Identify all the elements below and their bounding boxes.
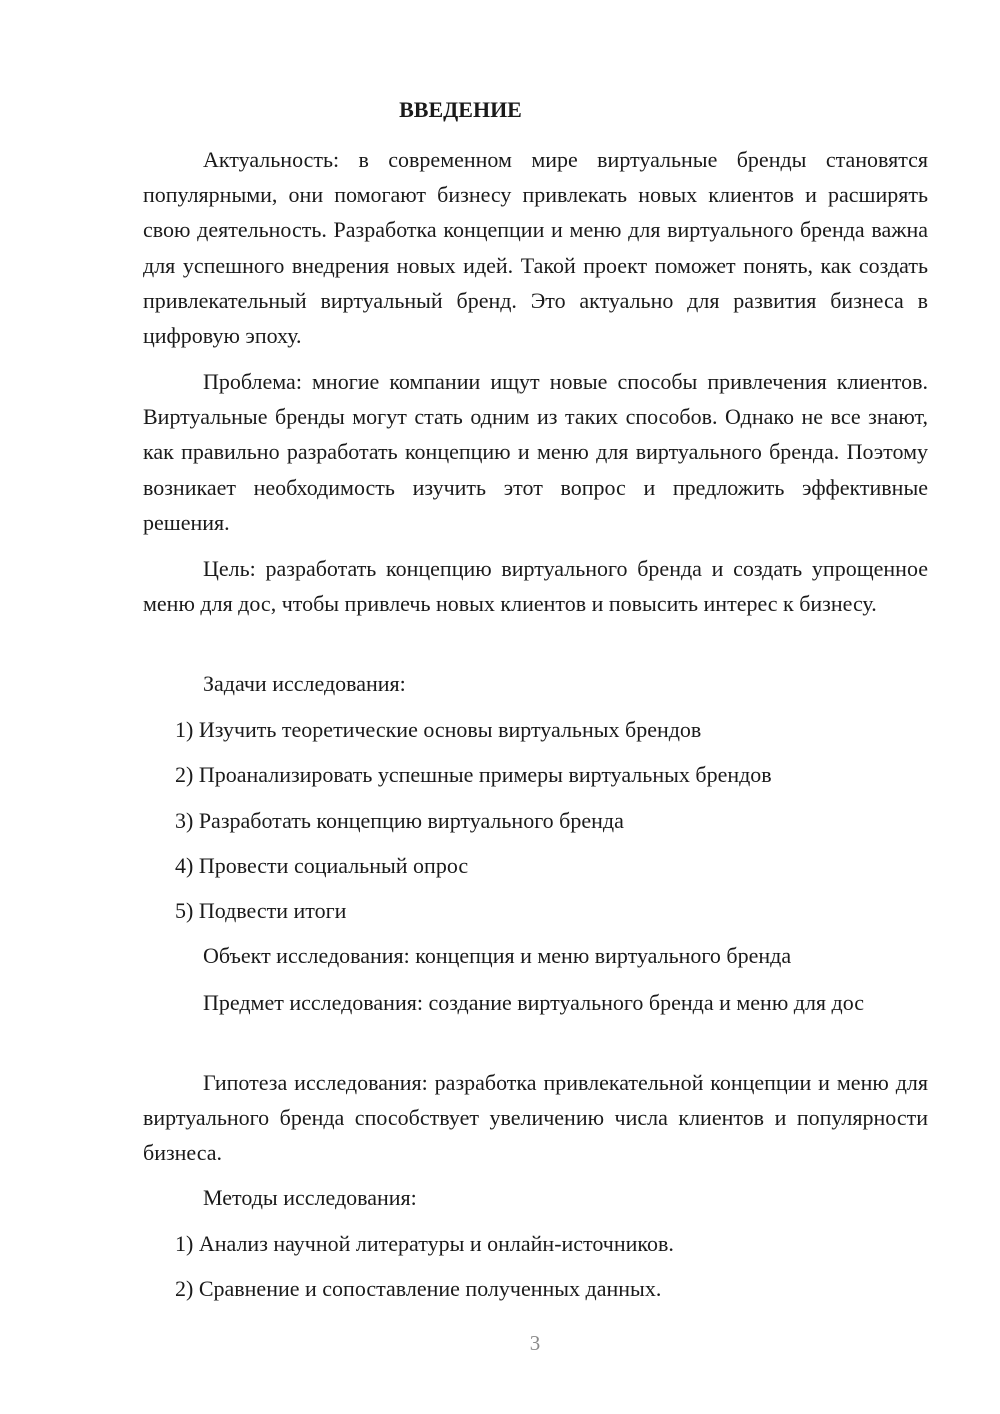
research-object: Объект исследования: концепция и меню виртуального бренда <box>203 943 792 968</box>
methods-heading: Методы исследования: <box>203 1185 417 1210</box>
paragraph-problem: Проблема: многие компании ищут новые способы привлечения клиентов. Виртуальные бренды могут стать одним из таких способов. Однако не все знают, как правильно разработать концепцию и меню для виртуального бренда. Поэтому возникает необходимость изучить этот вопрос и предложить эффективные решения. <box>143 369 928 535</box>
paragraph-relevance: Актуальность: в современном мире виртуальные бренды становятся популярными, они помогают бизнесу привлекать новых клиентов и расширять свою деятельность. Разработка концепции и меню для виртуального бренда важна для успешного внедрения новых идей. Такой проект поможет понять, как создать привлекательный виртуальный бренд. Это актуально для развития бизнеса в цифровую эпоху. <box>143 147 928 349</box>
method-item-1: 1) Анализ научной литературы и онлайн-источников. <box>175 1231 674 1256</box>
task-item-1: 1) Изучить теоретические основы виртуальных брендов <box>175 717 702 742</box>
task-item-2: 2) Проанализировать успешные примеры виртуальных брендов <box>175 762 772 787</box>
task-item-5: 5) Подвести итоги <box>175 898 347 923</box>
research-subject: Предмет исследования: создание виртуального бренда и меню для дос <box>203 990 865 1015</box>
section-title: ВВЕДЕНИЕ <box>399 97 522 122</box>
method-item-2: 2) Сравнение и сопоставление полученных данных. <box>175 1276 662 1301</box>
task-item-4: 4) Провести социальный опрос <box>175 853 469 878</box>
page-number: 3 <box>529 1331 541 1355</box>
paragraph-goal: Цель: разработать концепцию виртуального бренда и создать упрощенное меню для дос, чтобы привлечь новых клиентов и повысить интерес к бизнесу. <box>143 556 928 617</box>
research-hypothesis: Гипотеза исследования: разработка привлекательной концепции и меню для виртуального бренда способствует увеличению числа клиентов и популярности бизнеса. <box>143 1070 928 1166</box>
task-item-3: 3) Разработать концепцию виртуального бренда <box>175 808 624 833</box>
tasks-heading: Задачи исследования: <box>203 671 406 696</box>
